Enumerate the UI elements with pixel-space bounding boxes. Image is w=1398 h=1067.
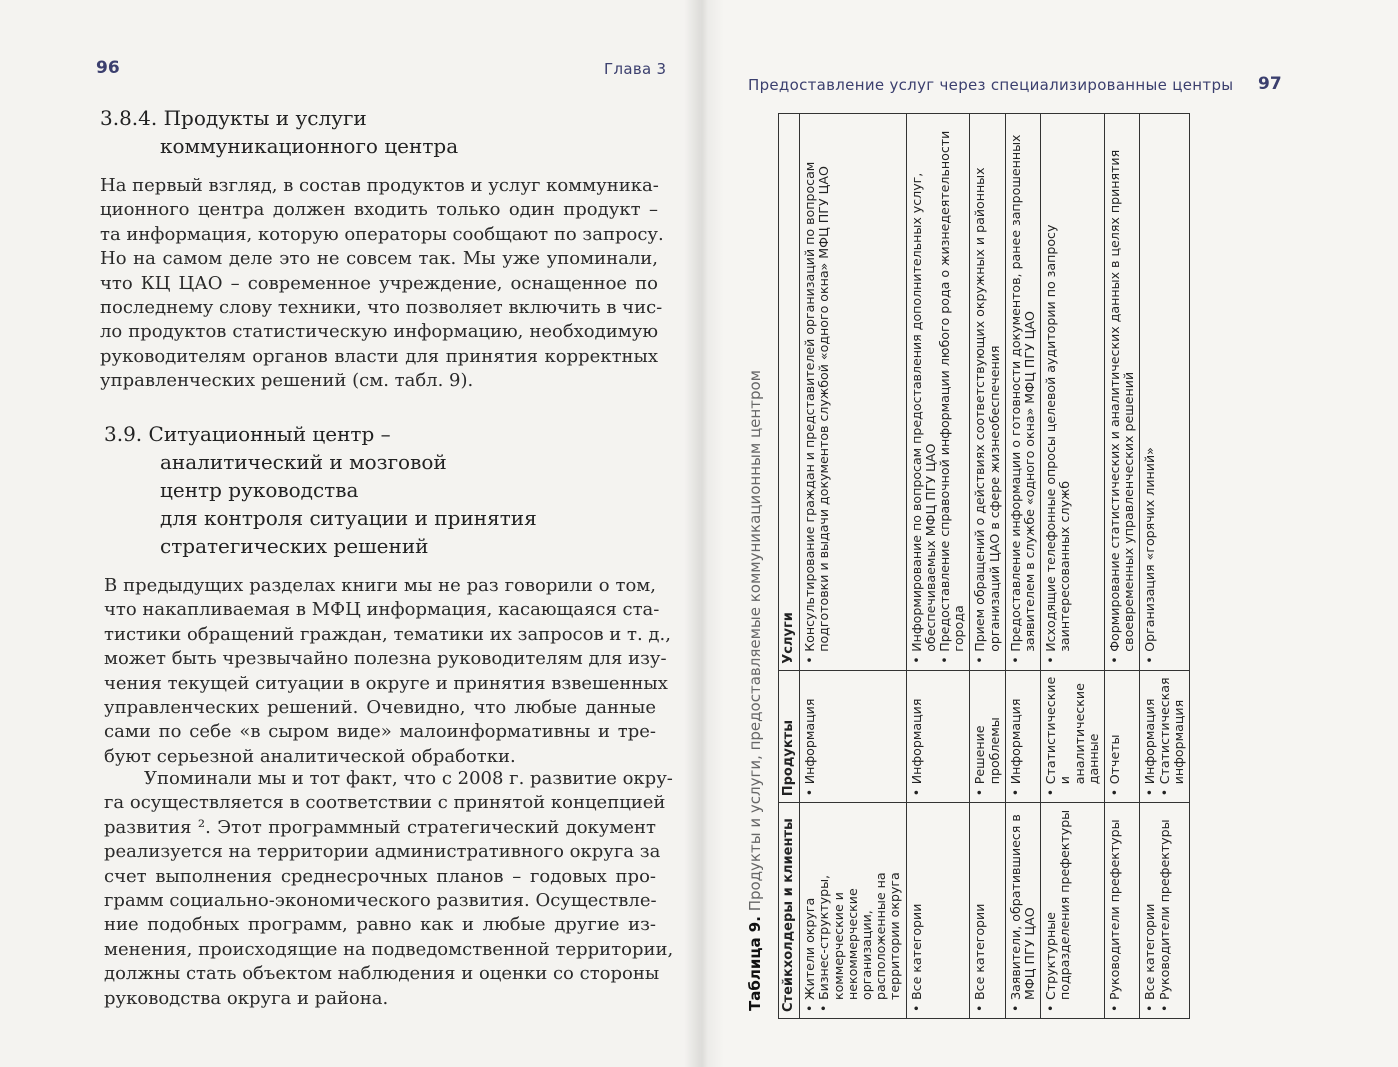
- product-item: • Информация: [1143, 677, 1157, 796]
- service-item: • Прием обращений о действиях соответствующих окружных и районных организаций ЦАО в сфере жизнеобеспечения: [973, 120, 1001, 664]
- product-item: • Информация: [803, 677, 817, 796]
- text-line: тистики обращений граждан, тематики их запросов и т. д.,: [104, 623, 671, 645]
- text-line: ционного центра должен входить только один продукт –: [100, 199, 658, 221]
- text-line: Но на самом деле это не совсем так. Мы уже упоминали,: [100, 248, 658, 270]
- service-item: • Организация «горячих линий»: [1143, 120, 1157, 664]
- section-3-8-4-title-line1: 3.8.4. Продукты и услуги: [100, 106, 367, 130]
- section-3-8-4-title-line2: коммуникационного центра: [160, 134, 459, 158]
- text-line: чения текущей ситуации в округе и принятия взвешенных: [104, 672, 668, 694]
- stakeholders-cell: [1105, 803, 1140, 1019]
- products-cell: [1105, 670, 1140, 802]
- section-3-9-title-line2: аналитический и мозговой: [160, 450, 447, 474]
- text-line: В предыдущих разделах книги мы не раз говорили о том,: [104, 575, 656, 596]
- text-line: та информация, которую операторы сообщают по запросу.: [100, 223, 664, 245]
- section-3-9-title-line4: для контроля ситуации и принятия: [160, 506, 537, 530]
- table-row: [800, 114, 906, 1019]
- stakeholders-cell: [1041, 803, 1105, 1019]
- stakeholders-cell: [970, 803, 1005, 1019]
- text-line: га осуществляется в соответствии с принятой концепцией: [104, 792, 666, 814]
- text-line: На первый взгляд, в состав продуктов и услуг коммуника-: [100, 175, 659, 196]
- service-item: • Формирование статистических и аналитических данных в целях принятия своевременных управленческих решений: [1108, 120, 1136, 664]
- table-row: [1005, 114, 1040, 1019]
- section-3-9-heading: [104, 420, 537, 560]
- book-gutter-shadow: [684, 0, 724, 1067]
- table-row: [1041, 114, 1105, 1019]
- left-page-number: 96: [96, 58, 120, 78]
- products-cell: [906, 670, 970, 802]
- paragraph-3: [104, 767, 674, 1011]
- table-caption-label: Таблица 9.: [746, 916, 764, 1011]
- text-line: управленческих решений (см. табл. 9).: [100, 370, 474, 392]
- left-running-head: Глава 3: [604, 60, 667, 78]
- header-stakeholders: Стейкхолдеры и клиенты: [779, 803, 800, 1019]
- table-9-rotated: [744, 111, 1284, 1021]
- stakeholder-item: • Структурные подразделения префектуры: [1044, 809, 1072, 1012]
- text-line: развития ². Этот программный стратегический документ: [104, 816, 656, 838]
- service-item: • Информирование по вопросам предоставления дополнительных услуг, обеспечиваемых МФЦ ПГУ ЦАО: [910, 120, 938, 664]
- stakeholders-cell: [906, 803, 970, 1019]
- section-3-8-4-heading: [100, 104, 458, 160]
- product-item: • Отчеты: [1108, 677, 1122, 796]
- stakeholders-cell: [800, 803, 906, 1019]
- service-item: • Предоставление справочной информации любого рода о жизнедеятельности города: [938, 120, 966, 664]
- service-item: • Консультирование граждан и представителей организаций по вопросам подготовки и выдачи документов службой «одного окна» МФЦ ПГУ ЦАО: [803, 120, 831, 664]
- table-row: [906, 114, 970, 1019]
- text-line: счет выполнения среднесрочных планов – годовых про-: [104, 865, 656, 887]
- product-item: • Информация: [1009, 677, 1023, 796]
- stakeholder-item: • Все категории: [910, 809, 924, 1012]
- products-cell: [1140, 670, 1190, 802]
- product-item: • Решение проблемы: [973, 677, 1001, 796]
- services-cell: [970, 114, 1005, 671]
- text-line: может быть чрезвычайно полезна руководителям для изу-: [104, 648, 667, 670]
- text-line: сами по себе «в сыром виде» малоинформативны и тре-: [104, 721, 656, 743]
- paragraph-1: [100, 174, 664, 394]
- services-cell: [800, 114, 906, 671]
- stakeholders-cell: [1140, 803, 1190, 1019]
- stakeholder-item: • Руководители префектуры: [1158, 809, 1172, 1012]
- table-row: [970, 114, 1005, 1019]
- table-row: [1140, 114, 1190, 1019]
- service-item: • Предоставление информации о готовности документов, ранее запрошенных заявителем в службе «одного окна» МФЦ ПГУ ЦАО: [1009, 120, 1037, 664]
- text-line: ло продуктов статистическую информацию, необходимую: [100, 321, 658, 343]
- right-running-head: Предоставление услуг через специализированные центры: [748, 76, 1234, 94]
- stakeholder-item: • Все категории: [973, 809, 987, 1012]
- product-item: • Информация: [910, 677, 924, 796]
- paragraph-2: [104, 574, 671, 769]
- text-line: руководства округа и района.: [104, 987, 389, 1009]
- products-cell: [1005, 670, 1040, 802]
- table-row: [1105, 114, 1140, 1019]
- text-line: руководителям органов власти для принятия корректных: [100, 345, 658, 367]
- right-page-number: 97: [1258, 74, 1282, 94]
- text-line: последнему слову техники, что позволяет включить в чис-: [100, 297, 663, 319]
- table-caption-text: Продукты и услуги, предоставляемые коммуникационным центром: [746, 370, 764, 912]
- services-cell: [1005, 114, 1040, 671]
- products-services-table: [778, 113, 1190, 1019]
- products-cell: [800, 670, 906, 802]
- stakeholders-cell: [1005, 803, 1040, 1019]
- text-line: грамм социально-экономического развития. Осуществле-: [104, 890, 657, 912]
- text-line: буют серьезной аналитической обработки.: [104, 745, 516, 767]
- stakeholder-item: • Жители округа: [803, 809, 817, 1012]
- services-cell: [906, 114, 970, 671]
- stakeholder-item: • Заявители, обратившиеся в МФЦ ПГУ ЦАО: [1009, 809, 1037, 1012]
- table-header-row: [779, 114, 800, 1019]
- service-item: • Исходящие телефонные опросы целевой аудитории по запросу заинтересованных служб: [1044, 120, 1072, 664]
- header-products: Продукты: [779, 670, 800, 802]
- text-line: что КЦ ЦАО – современное учреждение, оснащенное по: [100, 272, 658, 294]
- products-cell: [1041, 670, 1105, 802]
- stakeholder-item: • Все категории: [1143, 809, 1157, 1012]
- section-3-9-title-line3: центр руководства: [160, 478, 359, 502]
- text-line: должны стать объектом наблюдения и оценки со стороны: [104, 963, 660, 985]
- product-item: • Статистические и аналитические данные: [1044, 677, 1101, 796]
- products-cell: [970, 670, 1005, 802]
- text-line: ние подобных программ, равно как и любые другие из-: [104, 914, 656, 936]
- services-cell: [1140, 114, 1190, 671]
- table-caption: [746, 370, 764, 1011]
- text-line: реализуется на территории административного округа за: [104, 841, 661, 863]
- stakeholder-item: • Руководители префектуры: [1108, 809, 1122, 1012]
- section-3-9-title-line5: стратегических решений: [160, 534, 429, 558]
- product-item: • Статистическая информация: [1158, 677, 1186, 796]
- text-line: менения, происходящие на подведомственной территории,: [104, 938, 674, 960]
- text-line: Упоминали мы и тот факт, что с 2008 г. развитие окру-: [144, 768, 673, 789]
- text-line: что накапливаемая в МФЦ информация, касающаяся ста-: [104, 599, 660, 621]
- services-cell: [1041, 114, 1105, 671]
- header-services: Услуги: [779, 114, 800, 671]
- text-line: управленческих решений. Очевидно, что любые данные: [104, 697, 656, 719]
- services-cell: [1105, 114, 1140, 671]
- stakeholder-item: • Бизнес-структуры, коммерческие и некоммерческие организации, расположенные на территории округа: [817, 809, 902, 1012]
- section-3-9-title-line1: 3.9. Ситуационный центр –: [104, 422, 391, 446]
